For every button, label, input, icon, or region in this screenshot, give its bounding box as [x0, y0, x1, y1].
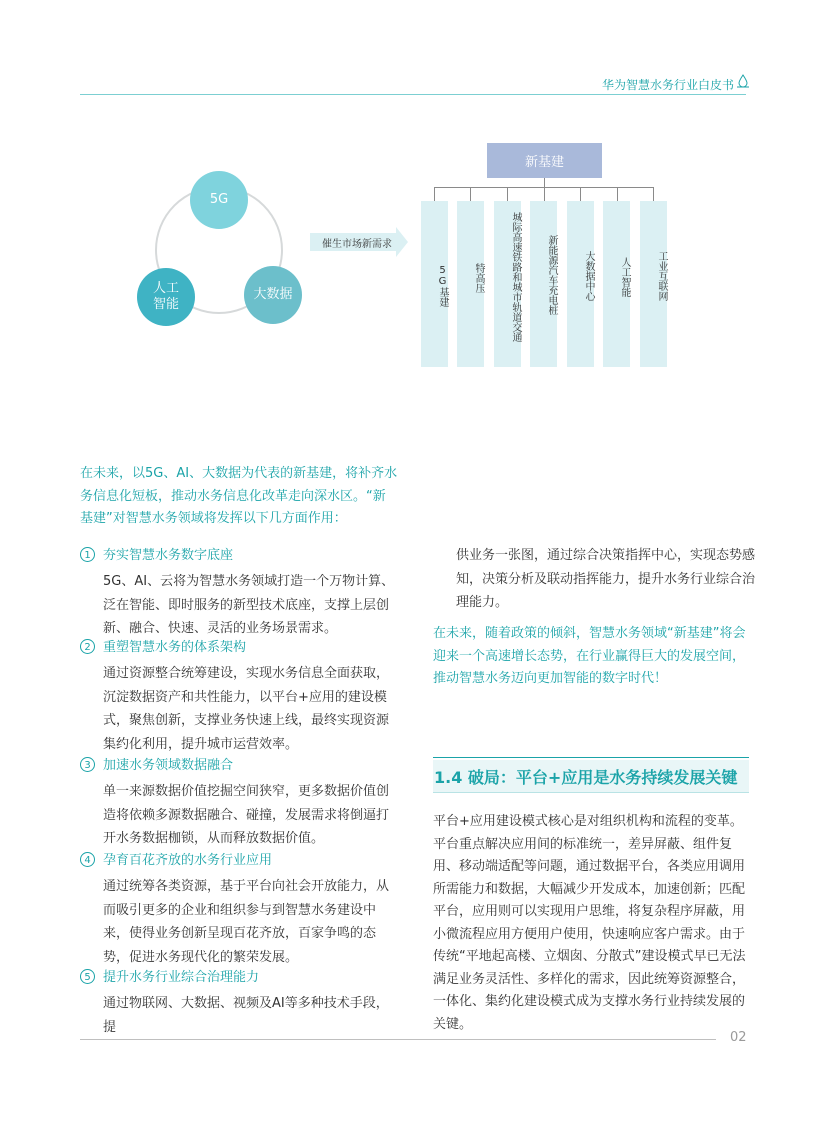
connector-line: [580, 187, 581, 201]
column-ev-charging: 新能源汽车充电桩: [530, 201, 557, 367]
circle-big-data: 大数据: [244, 266, 302, 324]
item-body: 5G、AI、云将为智慧水务领域打造一个万物计算、泛在智能、即时服务的新型技术底座，支撑上层创新、融合、快速、灵活的业务场景需求。: [103, 574, 395, 636]
circle-5g: 5G: [190, 171, 248, 229]
item-body: 通过统筹各类资源，基于平台向社会开放能力，从而吸引更多的企业和组织参与到智慧水务建设中来，使得业务创新呈现百花齐放，百家争鸣的态势，促进水务现代化的繁荣发展。: [103, 879, 390, 965]
item-heading: 1 夯实智慧水务数字底座: [80, 546, 398, 566]
water-drop-logo-icon: [736, 74, 750, 88]
root-node-new-infrastructure: 新基建: [487, 143, 602, 178]
item-heading: 5 提升水务行业综合治理能力: [80, 968, 398, 988]
section-title: 1.4 破局：平台+应用是水务持续发展关键: [434, 768, 738, 787]
connector-line: [544, 187, 545, 201]
connector-line: [544, 178, 545, 187]
column-industrial-internet: 工业互联网: [640, 201, 667, 367]
item-heading: 4 孕育百花齐放的水务行业应用: [80, 851, 398, 871]
future-paragraph: 在未来，随着政策的倾斜，智慧水务领域“新基建”将会迎来一个高速增长态势，在行业赢得巨大的发展空间，推动智慧水务迈向更加智能的数字时代！: [433, 626, 746, 686]
arrow-label: 催生市场新需求: [322, 239, 392, 250]
section-bottom-rule: [433, 792, 749, 793]
connector-line: [507, 187, 508, 201]
item-2: [80, 638, 398, 756]
header-divider: [80, 94, 746, 95]
item-heading: 2 重塑智慧水务的体系架构: [80, 638, 398, 658]
column-5g-infrastructure: 5G基建: [421, 201, 448, 367]
item-3: [80, 756, 398, 851]
item-5-continued: 供业务一张图，通过综合决策指挥中心，实现态势感知，决策分析及联动指挥能力，提升水务行业综合治理能力。: [456, 548, 756, 610]
item-body: 通过物联网、大数据、视频及AI等多种技术手段，提: [103, 996, 389, 1035]
column-ai: 人工智能: [603, 201, 630, 367]
connector-line: [653, 187, 654, 201]
column-data-center: 大数据中心: [567, 201, 594, 367]
item-body: 单一来源数据价值挖掘空间狭窄，更多数据价值创造将依赖多源数据融合、碰撞，发展需求将倒逼打开水务数据枷锁，从而释放数据价值。: [103, 784, 390, 846]
column-rail-transit: 城际高速铁路和城市轨道交通: [494, 201, 521, 367]
item-body: 通过资源整合统筹建设，实现水务信息全面获取，沉淀数据资产和共性能力，以平台+应用的建设模式，聚焦创新，支撑业务快速上线，最终实现资源集约化利用，提升城市运营效率。: [103, 666, 390, 752]
intro-paragraph: 在未来，以5G、AI、大数据为代表的新基建，将补齐水务信息化短板，推动水务信息化改革走向深水区。“新基建”对智慧水务领域将发挥以下几方面作用：: [80, 466, 398, 526]
column-uhv: 特高压: [457, 201, 484, 367]
item-4: [80, 851, 398, 969]
section-body: 平台+应用建设模式核心是对组织机构和流程的变革。平台重点解决应用间的标准统一，差异屏蔽、组件复用、移动端适配等问题，通过数据平台，各类应用调用所需能力和数据，大幅减少开发成本，加速创新；匹配平台，应用则可以实现用户思维，将复杂程序屏蔽，用小微流程应用方便用户使用，快速响应客户需求。由于传统“平地起高楼、立烟囱、分散式”建设模式早已无法满足业务灵活性、多样化的需求，因此统筹资源整合，一体化、集约化建设模式成为支撑水务行业持续发展的关键。: [433, 814, 746, 1032]
connector-line: [617, 187, 618, 201]
circle-ai: 人工 智能: [137, 268, 195, 326]
section-top-rule: [433, 757, 749, 758]
header-title: 华为智慧水务行业白皮书: [601, 78, 734, 92]
item-heading: 3 加速水务领域数据融合: [80, 756, 398, 776]
page-number: 02: [730, 1030, 747, 1045]
item-5: [80, 968, 398, 1039]
connector-line: [434, 187, 435, 201]
connector-line: [470, 187, 471, 201]
footer-divider: [80, 1039, 716, 1040]
item-1: [80, 546, 398, 641]
